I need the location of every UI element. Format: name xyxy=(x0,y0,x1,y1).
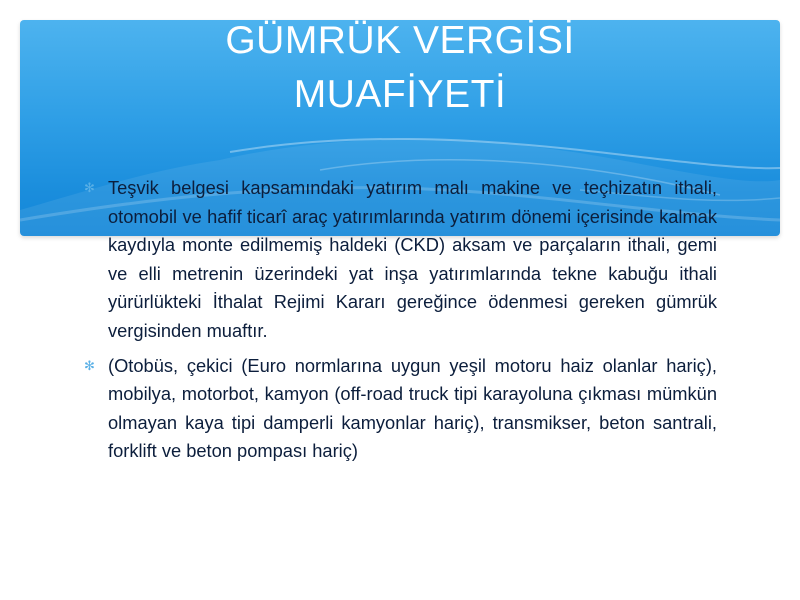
slide-title-line-1: GÜMRÜK VERGİSİ xyxy=(225,19,575,62)
bullet-text-2: (Otobüs, çekici (Euro normlarına uygun yeşil motoru haiz olanlar hariç), mobilya, motorbot, kamyon (off-road truck tipi karayoluna çıkması mümkün olmayan kaya tipi damperli kamyonlar hariç), transmikser, beton santrali, forklift ve beton pompası hariç) xyxy=(108,354,717,462)
bullet-list xyxy=(84,174,717,472)
asterisk-bullet-icon: ✻ xyxy=(84,180,95,195)
slide-title-line-2: MUAFİYETİ xyxy=(293,73,507,116)
slide-title xyxy=(20,14,780,122)
bullet-item-2 xyxy=(84,352,717,466)
bullet-item-1 xyxy=(84,174,717,346)
asterisk-bullet-icon: ✻ xyxy=(84,357,95,373)
bullet-text-1: Teşvik belgesi kapsamındaki yatırım malı makine ve teçhizatın ithali, otomobil ve hafif ticarî araç yatırımlarında yatırım dönemi içerisinde kalmak kaydıyla monte edilmemiş haldeki (CKD) aksam ve parçaların ithali, gemi ve elli metrenin üzerindeki yat inşa yatırımlarında tekne kabuğu ithali yürürlükteki İthalat Rejimi Kararı gereğince ödenmesi gereken gümrük vergisinden muaftır. xyxy=(108,177,717,341)
